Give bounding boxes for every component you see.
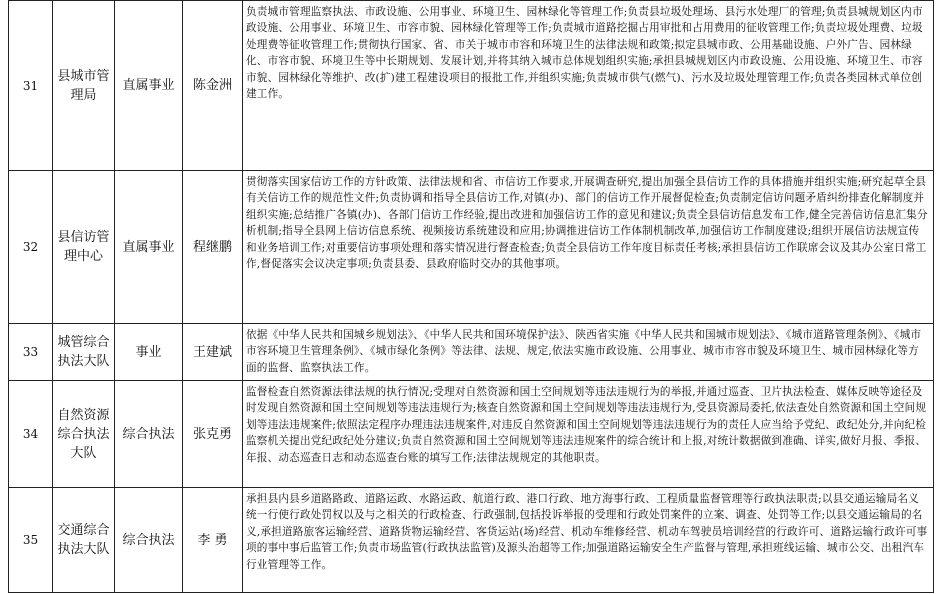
row-number: 34 [9, 381, 53, 488]
duty-table [8, 0, 934, 593]
duty-description: 依据《中华人民共和国城乡规划法》、《中华人民共和国环境保护法》、陕西省实施《中华人民共和国城市规划法》、《城市道路管理条例》、《城市市容环境卫生管理条例》、《城市绿化条例》等法律、法规、规定,依法实施市政设施、公用事业、城市市容市貌及环境卫生、城市园林绿化等方面的监督、监察执法工作。 [243, 324, 934, 381]
unit-name: 交通综合执法大队 [53, 488, 115, 593]
unit-name: 城管综合执法大队 [53, 324, 115, 381]
unit-type: 直属事业 [115, 171, 183, 324]
table-row [9, 1, 934, 171]
duty-description: 承担县内县乡道路路政、道路运政、水路运政、航道行政、港口行政、地方海事行政、工程质量监督管理等行政执法职责;以县交通运输局名义统一行使行政处罚权以及与之相关的行政检查、行政强制,包括投诉举报的受理和行政处罚案件的立案、调查、处罚等工作;以县交通运输局的名义,承担道路旅客运输经营、道路货物运输经营、客货运站(场)经营、机动车维修经营、机动车驾驶员培训经营的行政许可、道路运输行政许可事项的事中事后监管工作;负责市场监管(行政执法监管)及源头治超等工作;加强道路运输安全生产监督与管理,承担班线运输、城市公交、出租汽车行业管理等工作。 [243, 488, 934, 593]
row-number: 32 [9, 171, 53, 324]
responsible-person: 王建斌 [183, 324, 243, 381]
table-row [9, 171, 934, 324]
duty-description: 监督检查自然资源法律法规的执行情况;受理对自然资源和国土空间规划等违法违规行为的举报,并通过巡查、卫片执法检查、媒体反映等途径及时发现自然资源和国土空间规划等违法违规行为;核查自然资源和国土空间规划等违法违规行为,受县资源局委托,依法查处自然资源和国土空间规划等违法违规案件;依照法定程序办理违法违规案件,对违反自然资源和国土空间规划等违法违规行为的责任人应当给予党纪、政纪处分,并向纪检监察机关提出党纪政纪处分建议;负责自然资源和国土空间规划等违法违规案件的综合统计和上报,对统计数据做到准确、详实,做好月报、季报、年报、动态巡查日志和动态巡查台账的填写工作;法律法规规定的其他职责。 [243, 381, 934, 488]
unit-name: 县信访管理中心 [53, 171, 115, 324]
table-row [9, 488, 934, 593]
duty-description: 负责城市管理监察执法、市政设施、公用事业、环境卫生、园林绿化等管理工作;负责县垃圾处理场、县污水处理厂的管理;负责县城规划区内市政设施、公用事业、环境卫生、市容市貌、园林绿化管理等工作;负责城市道路挖掘占用审批和占用费用的征收管理工作;负责垃圾处理费、垃圾处理费等征收管理工作;贯彻执行国家、省、市关于城市市容和环境卫生的法律法规和政策;拟定县城市政、公用基础设施、户外广告、园林绿化、市容市貌、环境卫生等中长期规划、发展计划,并将其纳入城市总体规划组织实施;承担县城规划区内市政设施、公用设施、环境卫生、市容市貌、园林绿化等维护、改(扩)建工程建设项目的报批工作,并组织实施;负责城市供气(燃气)、污水及垃圾处理管理工作;负责各类园林式单位创建工作。 [243, 1, 934, 171]
unit-type: 综合执法 [115, 381, 183, 488]
responsible-person: 张克勇 [183, 381, 243, 488]
unit-type: 直属事业 [115, 1, 183, 171]
duty-description: 贯彻落实国家信访工作的方针政策、法律法规和省、市信访工作要求,开展调查研究,提出加强全县信访工作的具体措施并组织实施;研究起草全县有关信访工作的规范性文件;负责协调和指导全县信访工作,对镇(办)、部门的信访工作开展督促检查;负责制定信访问题矛盾纠纷排查化解制度并组织实施;总结推广各镇(办)、各部门信访工作经验,提出改进和加强信访工作的意见和建议;负责全县信访信息发布工作,健全完善信访信息汇集分析机制;指导全县网上信访信息系统、视频接访系统建设和应用;协调推进信访工作体制机制改革,加强信访工作制度建设;组织开展信访法规宣传和业务培训工作;对重要信访事项处理和落实情况进行督查检查;负责全县信访工作年度目标责任考核;承担县信访工作联席会议及其办公室日常工作,督促落实会议决定事项;负责县委、县政府临时交办的其他事项。 [243, 171, 934, 324]
unit-type: 综合执法 [115, 488, 183, 593]
table-row [9, 381, 934, 488]
row-number: 35 [9, 488, 53, 593]
responsible-person: 李 勇 [183, 488, 243, 593]
unit-type: 事业 [115, 324, 183, 381]
unit-name: 县城市管理局 [53, 1, 115, 171]
unit-name: 自然资源综合执法大队 [53, 381, 115, 488]
row-number: 33 [9, 324, 53, 381]
table-row [9, 324, 934, 381]
responsible-person: 陈金洲 [183, 1, 243, 171]
responsible-person: 程继鹏 [183, 171, 243, 324]
row-number: 31 [9, 1, 53, 171]
